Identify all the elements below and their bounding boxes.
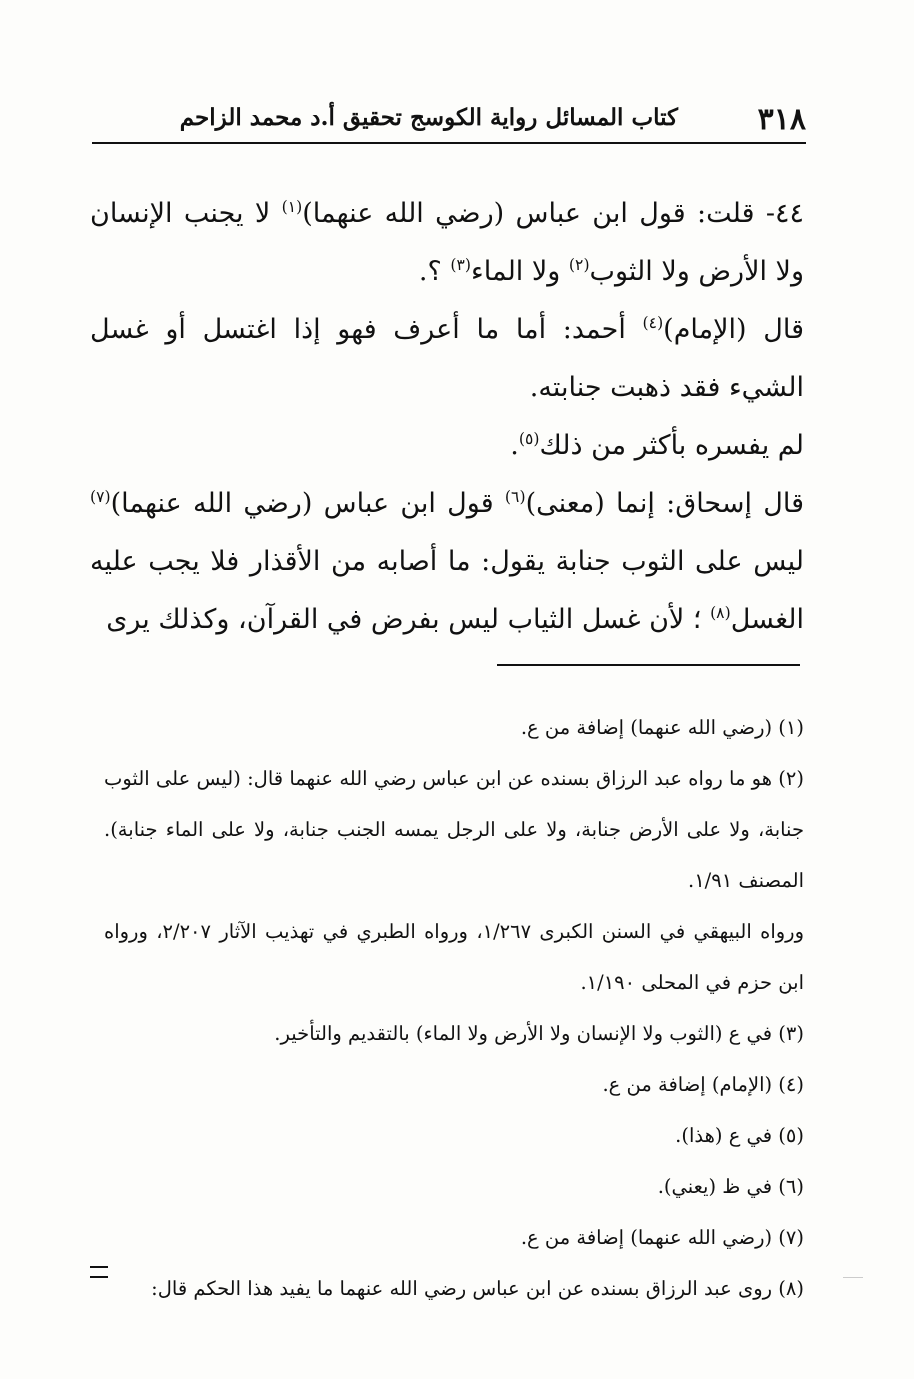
ishaq-answer-paragraph xyxy=(90,475,804,649)
ahmad-answer-b: أحمد: أما ما أعرف فهو إذا اغتسل أو غسل الشيء فقد ذهبت جنابته. xyxy=(90,314,804,403)
footnote-1: (١) (رضي الله عنهما) إضافة من ع. xyxy=(520,716,804,739)
question-text-c: ولا الماء xyxy=(471,256,569,287)
footnote-ref-6[interactable]: (٦) xyxy=(504,487,526,506)
question-text-d: ؟. xyxy=(418,256,451,287)
footnote-ref-1[interactable]: (١) xyxy=(281,197,303,216)
footnote-4: (٤) (الإمام) إضافة من ع. xyxy=(602,1073,804,1096)
footnote-2-continued: ورواه البيهقي في السنن الكبرى ١/٢٦٧، ورواه الطبري في تهذيب الآثار ٢/٢٠٧، ورواه ابن حزم في المحلى ١/١٩٠. xyxy=(104,920,804,994)
footnote-ref-3[interactable]: (٣) xyxy=(450,255,472,274)
footnote-7: (٧) (رضي الله عنهما) إضافة من ع. xyxy=(520,1226,804,1249)
main-text xyxy=(90,185,804,649)
page-header xyxy=(92,92,806,144)
question-number: ٤٤- xyxy=(754,198,804,229)
explanation-paragraph xyxy=(90,417,804,475)
ahmad-answer-paragraph xyxy=(90,301,804,417)
question-paragraph xyxy=(90,185,804,301)
continued-footnote-mark xyxy=(90,1266,108,1278)
footnote-5: (٥) في ع (هذا). xyxy=(675,1124,804,1147)
ishaq-answer-a: قال إسحاق: إنما (معنى) xyxy=(525,488,804,519)
footnote-2: (٢) هو ما رواه عبد الرزاق بسنده عن ابن عباس رضي الله عنهما قال: (ليس على الثوب جنابة، ولا على الأرض جنابة، ولا على الرجل يمسه الجنب جنابة، ولا على الماء جنابة). المصنف ١/٩١. xyxy=(104,767,804,892)
question-text-b: لا يجنب الإنسان ولا الأرض ولا الثوب xyxy=(90,198,804,287)
question-text-a: قلت: قول ابن عباس (رضي الله عنهما) xyxy=(302,198,755,229)
ahmad-answer-a: قال (الإمام) xyxy=(663,314,804,345)
explanation-b: . xyxy=(510,430,519,461)
scan-mark xyxy=(843,1277,863,1278)
footnote-ref-5[interactable]: (٥) xyxy=(518,429,540,448)
page-number: ٣١٨ xyxy=(757,102,806,137)
ishaq-answer-b: قول ابن عباس (رضي الله عنهما) xyxy=(110,488,505,519)
footnote-ref-4[interactable]: (٤) xyxy=(642,313,664,332)
footnote-8: (٨) روى عبد الرزاق بسنده عن ابن عباس رضي الله عنهما ما يفيد هذا الحكم قال: xyxy=(151,1277,804,1300)
footnote-3: (٣) في ع (الثوب ولا الإنسان ولا الأرض ولا الماء) بالتقديم والتأخير. xyxy=(274,1022,804,1045)
running-title: كتاب المسائل رواية الكوسج تحقيق أ.د محمد الزاحم xyxy=(179,104,678,131)
footnote-ref-2[interactable]: (٢) xyxy=(568,255,590,274)
explanation-a: لم يفسره بأكثر من ذلك xyxy=(539,430,804,461)
footnote-separator xyxy=(497,664,800,666)
footnote-ref-7[interactable]: (٧) xyxy=(90,487,111,506)
footnote-ref-8[interactable]: (٨) xyxy=(710,603,731,622)
footnote-6: (٦) في ظ (يعني). xyxy=(657,1175,804,1198)
ishaq-answer-c: ليس على الثوب جنابة يقول: ما أصابه من الأقذار فلا يجب عليه الغسل xyxy=(90,546,804,635)
footnotes-section xyxy=(104,702,804,1314)
ishaq-answer-d: ؛ لأن غسل الثياب ليس بفرض في القرآن، وكذلك يرى xyxy=(106,604,711,635)
